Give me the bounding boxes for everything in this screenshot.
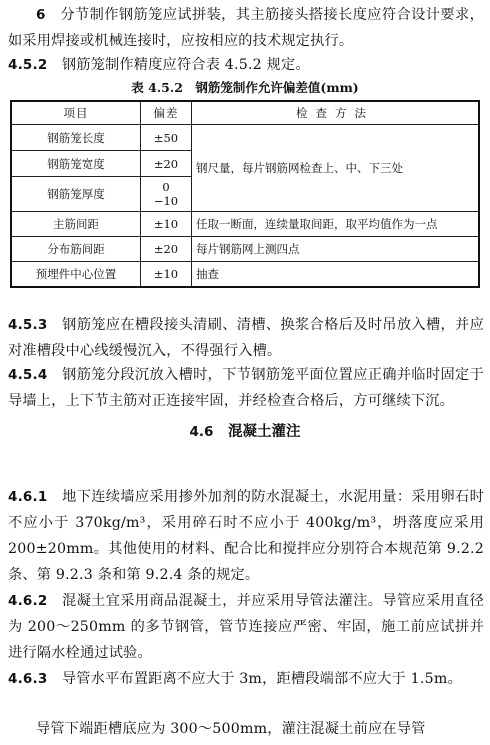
paragraph-4-6-2 [8, 588, 484, 666]
section-title-text: 混凝土灌注 [227, 423, 301, 440]
paragraph-text: 混凝土宜采用商品混凝土，并应采用导管法灌注。导管应采用直径为 200～250mm 的多节钢管，管节连接应严密、牢固，施工前应试拼并进行隔水栓通过试验。 [8, 593, 484, 661]
paragraph-4-6-3 [8, 666, 484, 692]
row-item: 主筋间距 [11, 212, 141, 237]
table-row [11, 212, 479, 237]
paragraph-text: 钢筋笼分段沉放入槽时，下节钢筋笼平面位置应正确并临时固定于导墙上，上下节主筋对正连接牢固，并经检查合格后，方可继续下沉。 [8, 367, 484, 409]
table-header-row [11, 101, 479, 125]
section-number: 4.6 [189, 424, 214, 440]
paragraph-4-5-2 [8, 52, 484, 78]
table-caption: 表 4.5.2 钢筋笼制作允许偏差值(mm) [131, 80, 359, 95]
row-method: 任取一断面，连续量取间距，取平均值作为一点 [192, 212, 480, 237]
table-row [11, 125, 479, 151]
row-item: 预埋件中心位置 [11, 262, 141, 288]
row-deviation: ±10 [141, 262, 192, 288]
paragraph-4-6-3-continued [8, 716, 484, 742]
deviation-upper: 0 [162, 180, 170, 194]
paragraph-4-6-1 [8, 484, 484, 588]
header-item: 项目 [11, 101, 141, 125]
paragraph-text: 分节制作钢筋笼应试拼装，其主筋接头搭接长度应符合设计要求，如采用焊接或机械连接时，应按相应的技术规定执行。 [8, 7, 484, 49]
paragraph-text: 钢筋笼制作精度应符合表 4.5.2 规定。 [61, 57, 310, 73]
paragraph-4-5-4 [8, 362, 484, 414]
item-number: 6 [36, 7, 46, 23]
clause-number: 4.5.2 [8, 57, 48, 73]
paragraph-text: 钢筋笼应在槽段接头清刷、清槽、换浆合格后及时吊放入槽，并应对准槽段中心线缓慢沉入，不得强行入槽。 [8, 317, 484, 359]
header-deviation: 偏差 [141, 101, 192, 125]
row-item: 钢筋笼厚度 [11, 177, 141, 212]
row-deviation: ±50 [141, 125, 192, 151]
row-item: 分布筋间距 [11, 237, 141, 262]
row-method: 每片钢筋网上测四点 [192, 237, 480, 262]
clause-number: 4.5.4 [8, 367, 48, 383]
clause-number: 4.6.3 [8, 671, 48, 687]
row-method: 抽查 [192, 262, 480, 288]
table-row [11, 262, 479, 288]
tolerance-table [10, 100, 480, 288]
row-item: 钢筋笼长度 [11, 125, 141, 151]
row-method: 钢尺量，每片钢筋网检查上、中、下三处 [192, 125, 480, 212]
paragraph-4-5-3 [8, 312, 484, 364]
paragraph-text: 导管下端距槽底应为 300～500mm，灌注混凝土前应在导管 [36, 721, 426, 737]
clause-number: 4.5.3 [8, 317, 48, 333]
row-deviation: ±20 [141, 151, 192, 177]
header-method: 检查方法 [192, 101, 480, 125]
row-item: 钢筋笼宽度 [11, 151, 141, 177]
paragraph-text: 导管水平布置距离不应大于 3m，距槽段端部不应大于 1.5m。 [61, 671, 462, 687]
clause-number: 4.6.1 [8, 489, 48, 505]
paragraph-text: 地下连续墙应采用掺外加剂的防水混凝土，水泥用量：采用卵石时不应小于 370kg/m³，采用碎石时不应小于 400kg/m³，坍落度应采用 200±20mm。其他使用的材料、配合比和搅拌应分别符合本规范第 9.2.2 条、第 9.2.3 条和第 9.2.4 条的规定。 [8, 489, 484, 583]
deviation-lower: −10 [153, 194, 179, 208]
table-row [11, 237, 479, 262]
section-heading [0, 420, 490, 441]
row-deviation [141, 177, 192, 212]
paragraph-4-5-1-item-6 [8, 2, 484, 54]
row-deviation: ±20 [141, 237, 192, 262]
row-deviation: ±10 [141, 212, 192, 237]
clause-number: 4.6.2 [8, 593, 48, 609]
